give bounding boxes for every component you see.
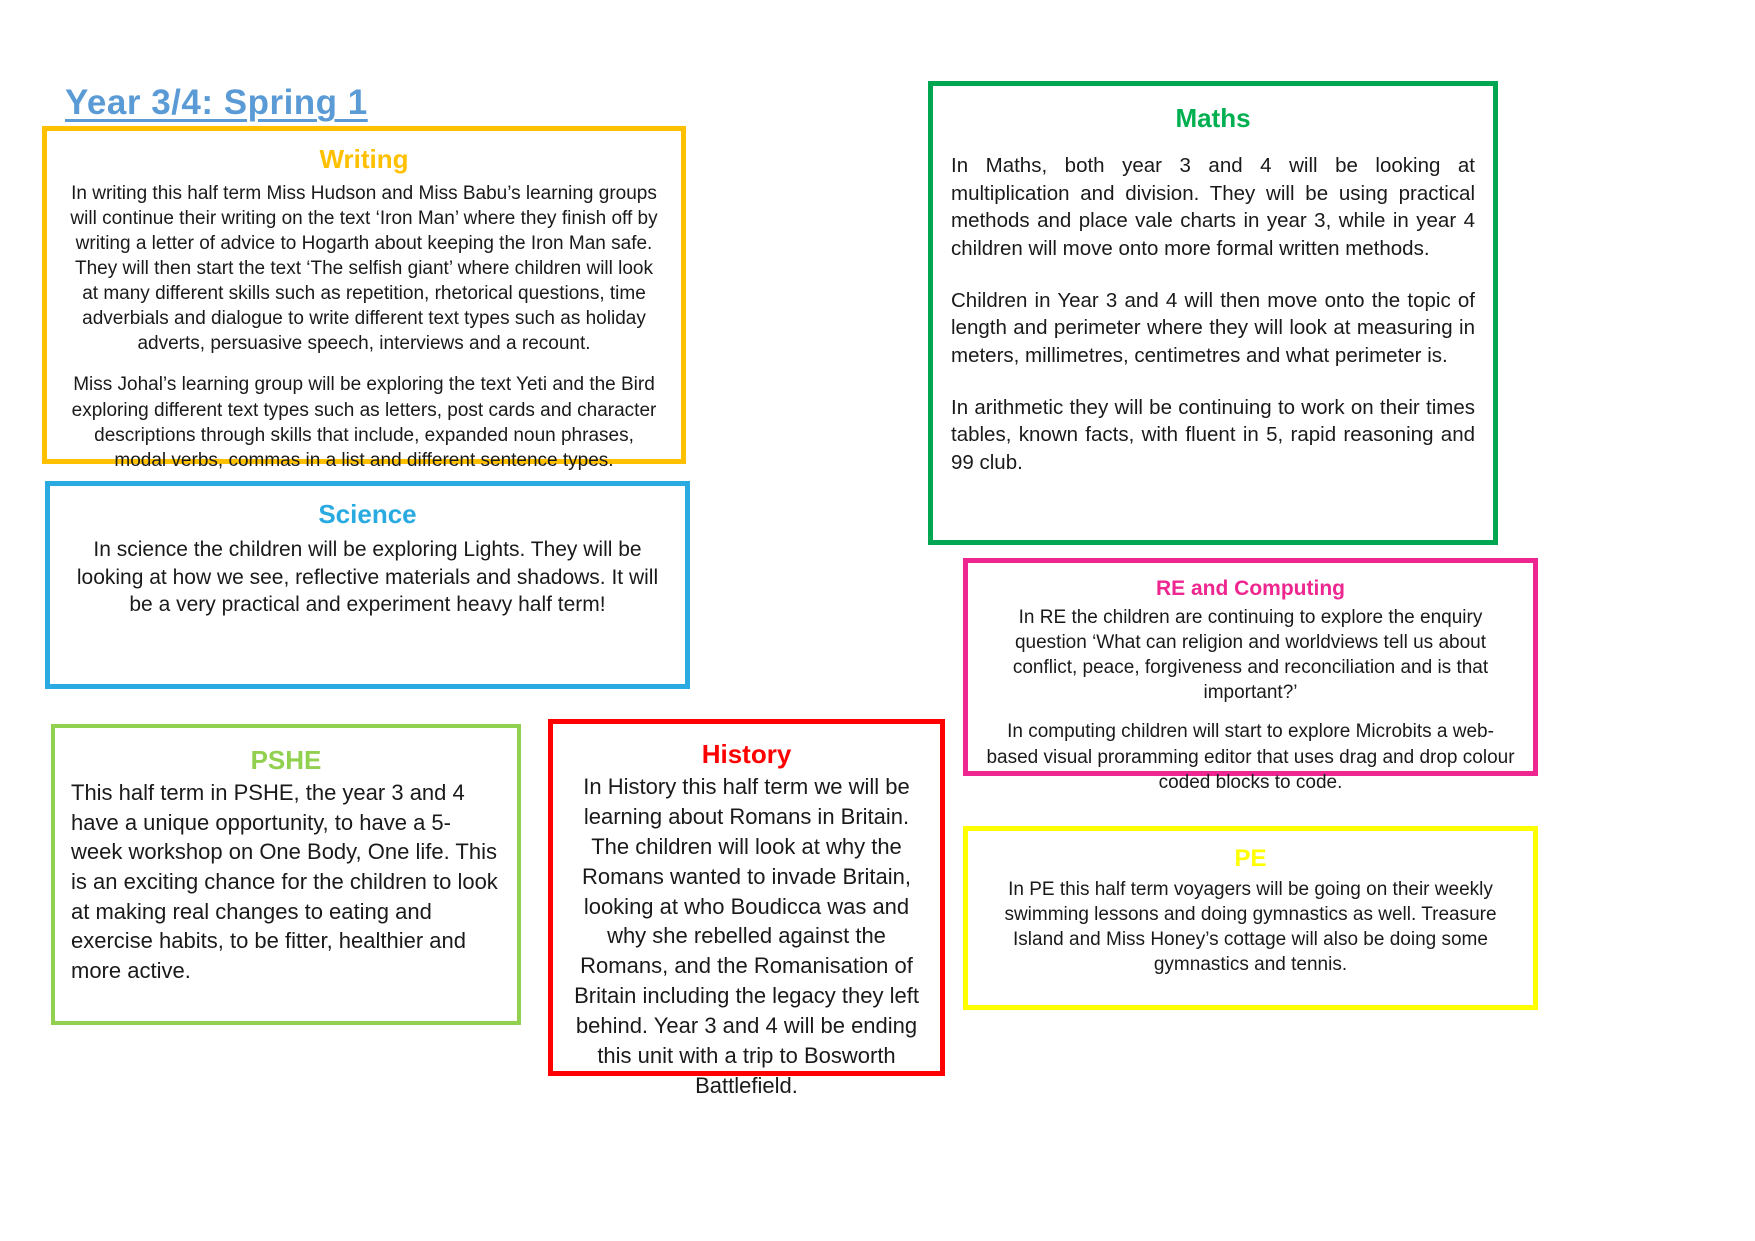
re-computing-paragraph-1: In RE the children are continuing to explore the enquiry question ‘What can religion and worldviews tell us about conflict, peace, forgiveness and reconciliation and is that important?’ — [1012, 607, 1489, 704]
re-computing-paragraph-2: In computing children will start to explore Microbits a web-based visual proramming editor that uses drag and drop colour coded blocks to code. — [986, 721, 1515, 793]
pe-section — [963, 826, 1538, 1010]
writing-section — [42, 126, 686, 471]
science-section — [45, 481, 690, 689]
re-computing-section — [963, 558, 1538, 793]
pshe-title: PSHE — [250, 745, 322, 775]
page-title: Year 3/4: Spring 1 — [65, 83, 368, 123]
re-computing-title: RE and Computing — [1156, 577, 1345, 600]
science-paragraph-1: In science the children will be exploring Lights. They will be looking at how we see, reflective materials and shadows. It will be a very practical and experiment heavy half term! — [76, 537, 659, 617]
history-paragraph-1: In History this half term we will be learning about Romans in Britain. The children will look at why the Romans wanted to invade Britain, looking at who Boudicca was and why she rebelled against the Romans, and the Romanisation of Britain including the legacy they left behind. Year 3 and 4 will be ending this unit with a trip to Bosworth Battlefield. — [574, 773, 919, 1098]
maths-paragraph-1: In Maths, both year 3 and 4 will be looking at multiplication and division. They will be using practical methods and place vale charts in year 3, while in year 4 children will move onto more formal written methods. — [951, 153, 1475, 260]
pshe-section — [51, 724, 521, 1025]
writing-title: Writing — [319, 144, 409, 174]
pshe-paragraph-1: This half term in PSHE, the year 3 and 4 have a unique opportunity, to have a 5-week workshop on One Body, One life. This is an exciting chance for the children to look at making real changes to eating and exercise habits, to be fitter, healthier and more active. — [71, 779, 498, 984]
history-section — [548, 719, 945, 1098]
writing-paragraph-2: Miss Johal’s learning group will be exploring the text Yeti and the Bird exploring different text types such as letters, post cards and character descriptions through skills that include, expanded noun phrases, modal verbs, commas in a list and different sentence types. — [71, 374, 657, 471]
pe-title: PE — [1234, 845, 1267, 872]
pe-paragraph-1: In PE this half term voyagers will be going on their weekly swimming lessons and doing gymnastics as well. Treasure Island and Miss Honey’s cottage will also be doing some gymnastics and tennis. — [1004, 878, 1497, 975]
maths-section — [928, 81, 1498, 545]
maths-paragraph-2: Children in Year 3 and 4 will then move onto the topic of length and perimeter where they will look at measuring in meters, millimetres, centimetres and what perimeter is. — [951, 288, 1475, 367]
maths-paragraph-3: In arithmetic they will be continuing to work on their times tables, known facts, with fluent in 5, rapid reasoning and 99 club. — [951, 395, 1475, 474]
maths-title: Maths — [1175, 103, 1251, 133]
writing-paragraph-1: In writing this half term Miss Hudson and Miss Babu’s learning groups will continue their writing on the text ‘Iron Man’ where they finish off by writing a letter of advice to Hogarth about keeping the Iron Man safe. They will then start the text ‘The selfish giant’ where children will look at many different skills such as repetition, rhetorical questions, time adverbials and dialogue to write different text types such as holiday adverts, persuasive speech, interviews and a recount. — [70, 182, 658, 355]
science-title: Science — [318, 499, 417, 529]
history-title: History — [701, 739, 792, 769]
